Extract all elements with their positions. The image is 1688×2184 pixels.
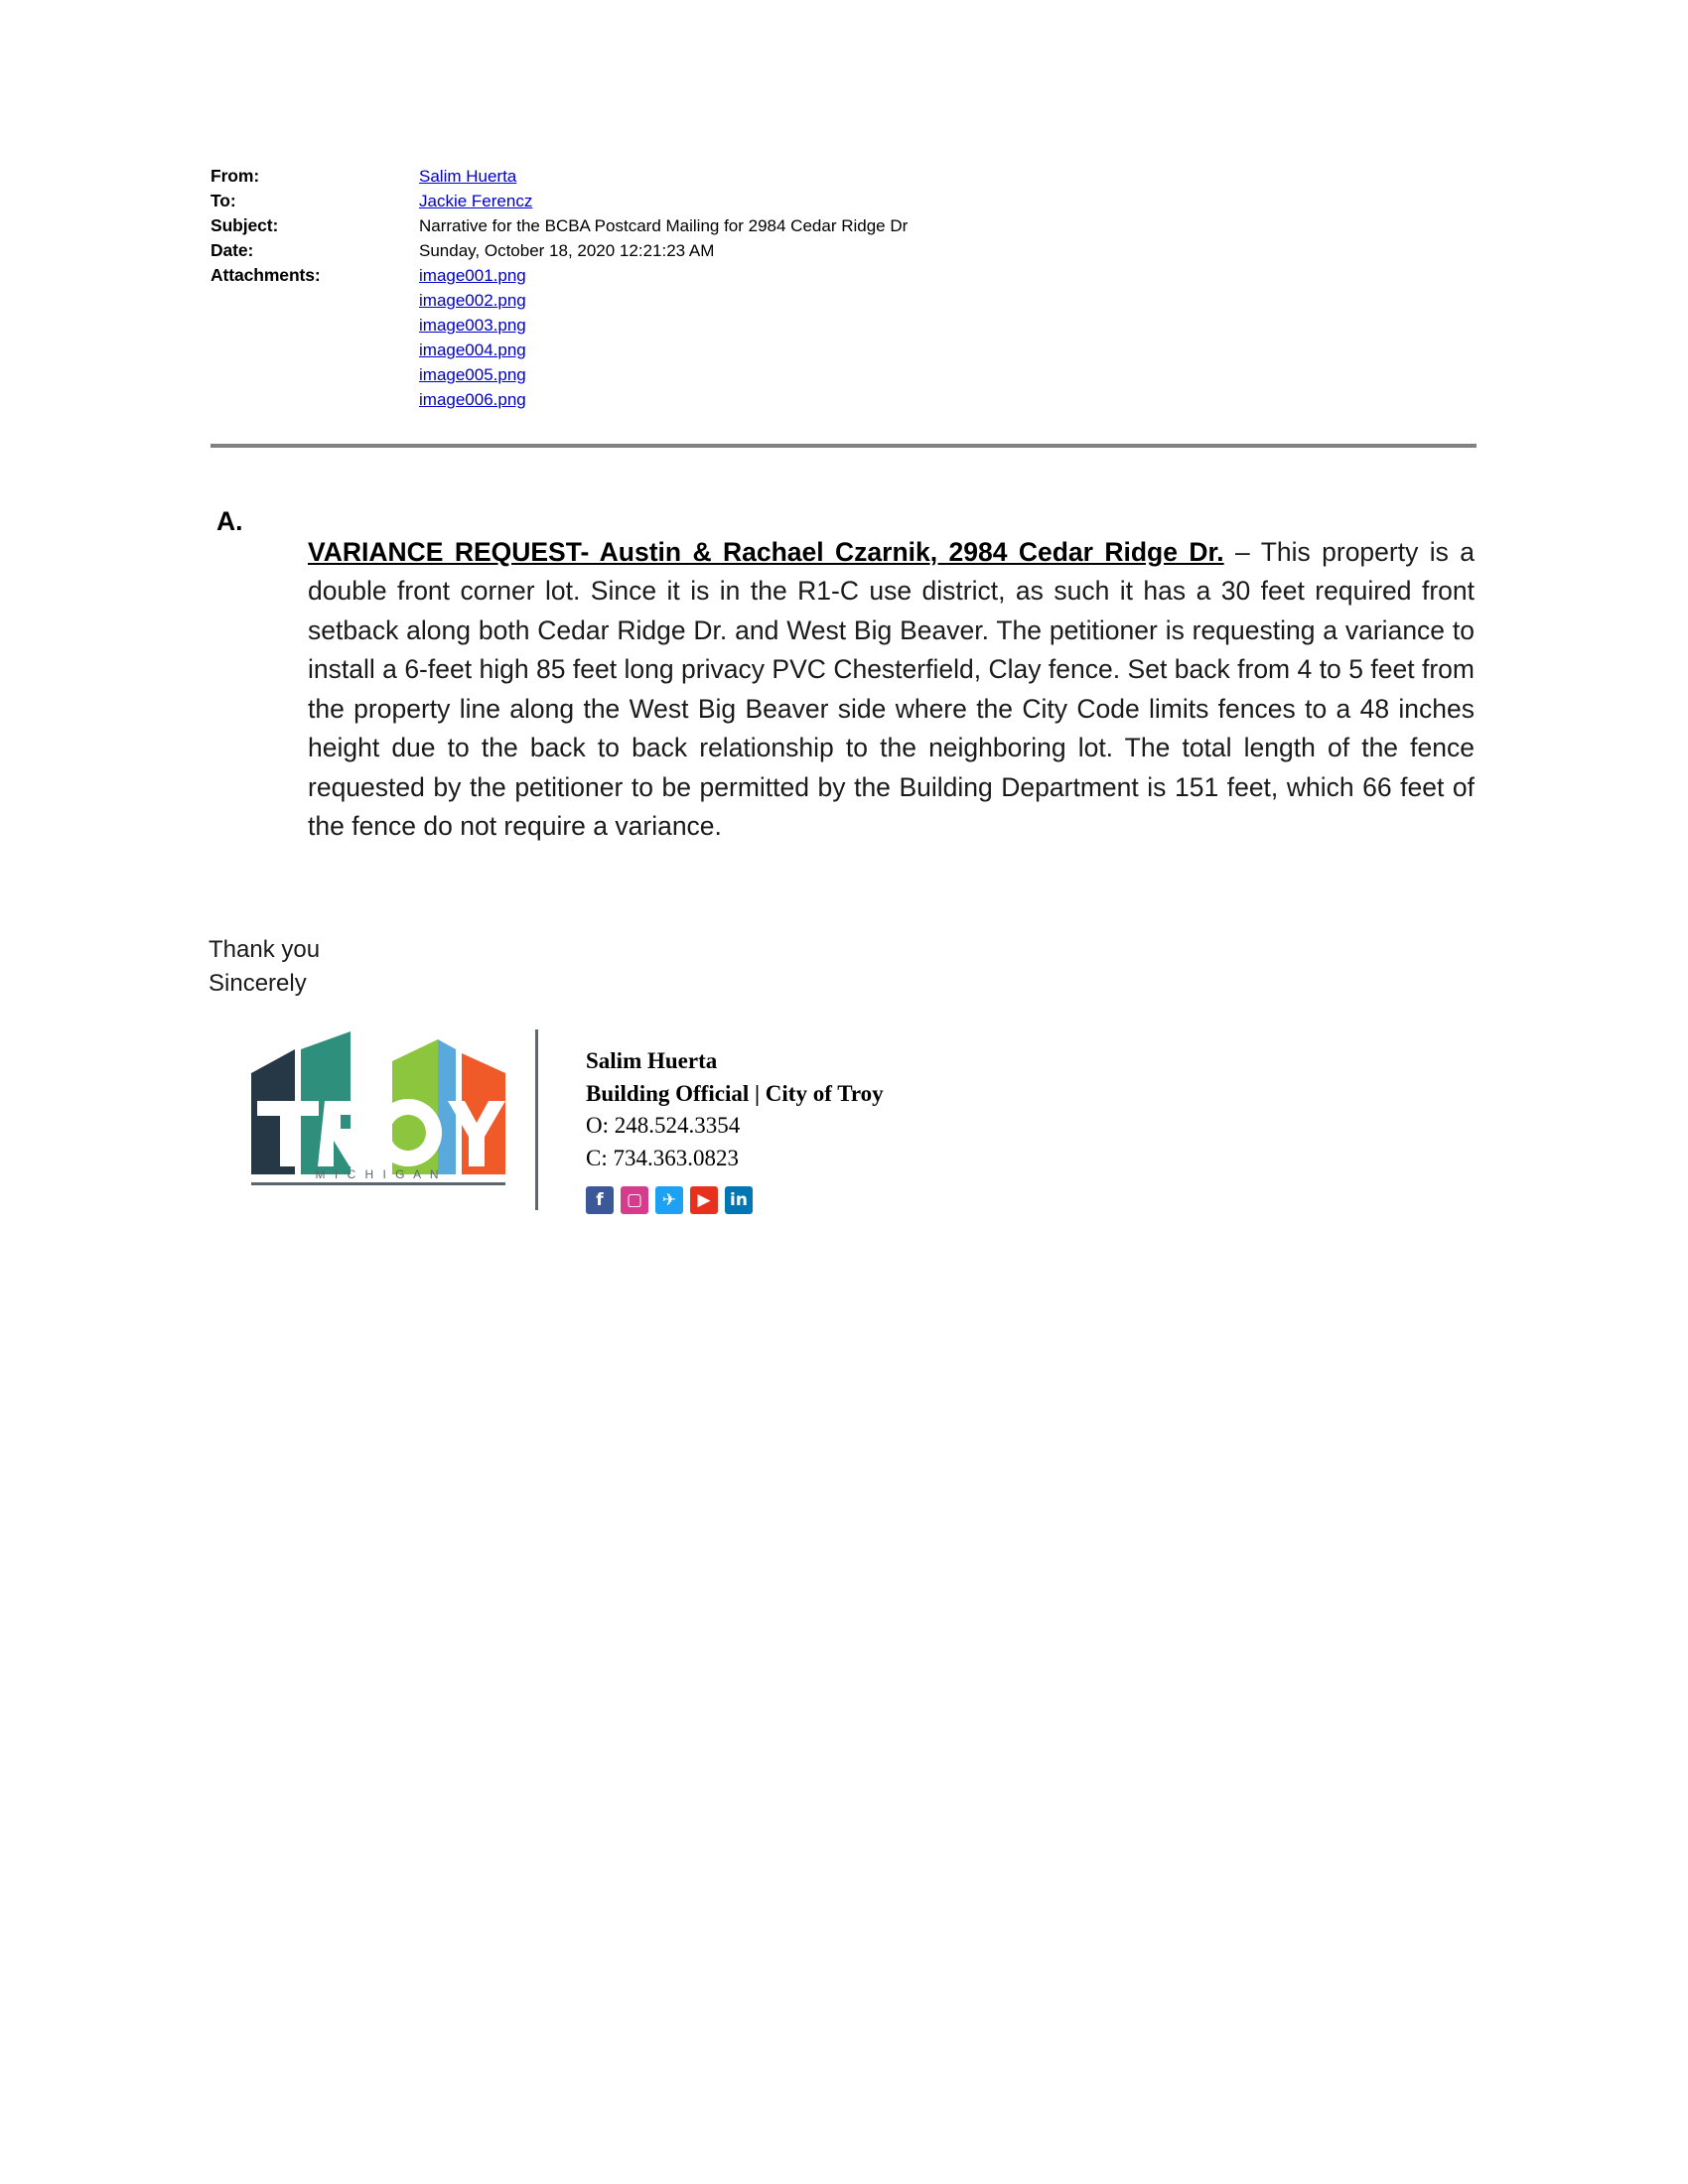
instagram-icon[interactable]: ▢ bbox=[621, 1186, 648, 1214]
variance-paragraph bbox=[308, 533, 1475, 847]
header-divider bbox=[211, 444, 1477, 448]
attachment-item[interactable]: image003.png bbox=[419, 316, 526, 335]
attachment-item[interactable]: image001.png bbox=[419, 266, 526, 285]
attachment-item[interactable]: image005.png bbox=[419, 365, 526, 384]
signature-cell-phone: C: 734.363.0823 bbox=[586, 1145, 739, 1170]
email-header-row-subject bbox=[211, 213, 1472, 238]
youtube-icon[interactable]: ▶ bbox=[690, 1186, 718, 1214]
social-links bbox=[586, 1186, 884, 1214]
attachment-item[interactable]: image006.png bbox=[419, 390, 526, 409]
signoff-line-1: Thank you bbox=[209, 936, 321, 963]
variance-body-text: – This property is a double front corner lot. Since it is in the R1-C use district, as such it has a 30 feet required front setback along both Cedar Ridge Dr. and West Big Beaver. The petitioner is requesting a variance to install a 6-feet high 85 feet long privacy PVC Chesterfield, Clay fence. Set back from 4 to 5 feet from the property line along the West Big Beaver side where the City Code limits fences to a 48 inches height due to the back to back relationship to the neighboring lot. The total length of the fence requested by the petitioner to be permitted by the Building Department is 151 feet, which 66 feet of the fence do not require a variance. bbox=[308, 536, 1475, 841]
email-header-row-from bbox=[211, 164, 1472, 189]
email-header-row-attachments bbox=[211, 263, 1472, 412]
attachment-item[interactable]: image004.png bbox=[419, 341, 526, 359]
variance-request-block bbox=[216, 506, 1475, 873]
email-header-row-to bbox=[211, 189, 1472, 213]
subject-value: Narrative for the BCBA Postcard Mailing for 2984 Cedar Ridge Dr bbox=[419, 216, 909, 235]
signature-block bbox=[243, 1027, 884, 1214]
signature-divider bbox=[535, 1029, 538, 1210]
signature-name: Salim Huerta bbox=[586, 1048, 718, 1073]
to-value[interactable]: Jackie Ferencz bbox=[419, 192, 533, 210]
list-item-letter: A. bbox=[216, 506, 243, 536]
signature-office-phone: O: 248.524.3354 bbox=[586, 1113, 741, 1138]
linkedin-icon[interactable]: in bbox=[725, 1186, 753, 1214]
signature-details bbox=[586, 1045, 884, 1214]
attachments-label: Attachments: bbox=[211, 265, 321, 285]
date-value: Sunday, October 18, 2020 12:21:23 AM bbox=[419, 241, 715, 260]
facebook-icon[interactable]: f bbox=[586, 1186, 614, 1214]
signoff-block bbox=[209, 933, 320, 1001]
email-header bbox=[211, 164, 1472, 412]
from-label: From: bbox=[211, 166, 260, 186]
twitter-icon[interactable]: ✈ bbox=[655, 1186, 683, 1214]
variance-title: VARIANCE REQUEST- Austin & Rachael Czarnik, 2984 Cedar Ridge Dr. bbox=[308, 536, 1224, 567]
date-label: Date: bbox=[211, 240, 254, 260]
from-value[interactable]: Salim Huerta bbox=[419, 167, 517, 186]
troy-michigan-logo bbox=[243, 1027, 513, 1201]
to-label: To: bbox=[211, 191, 236, 210]
signoff-line-2: Sincerely bbox=[209, 970, 307, 997]
troy-logo-icon bbox=[243, 1027, 513, 1201]
subject-label: Subject: bbox=[211, 215, 279, 235]
email-header-row-date bbox=[211, 238, 1472, 263]
svg-text:M I C H I G A N: M I C H I G A N bbox=[315, 1167, 442, 1181]
attachment-list bbox=[419, 263, 526, 412]
signature-role: Building Official | City of Troy bbox=[586, 1080, 884, 1106]
attachment-item[interactable]: image002.png bbox=[419, 291, 526, 310]
